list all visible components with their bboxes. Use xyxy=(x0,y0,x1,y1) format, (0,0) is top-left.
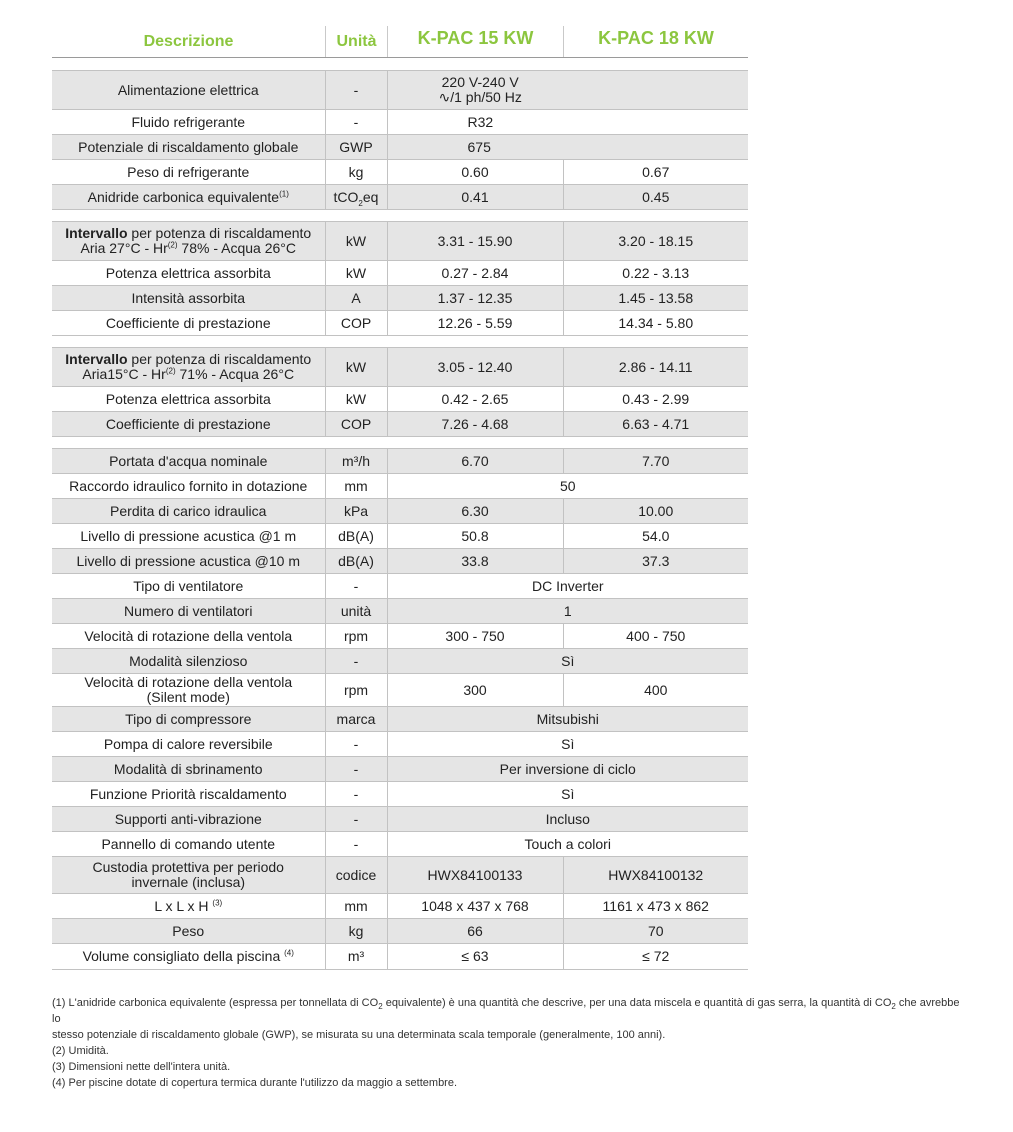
table-row xyxy=(52,71,748,110)
row-value-15kw: 7.26 - 4.68 xyxy=(387,412,563,437)
row-value-15kw: 12.26 - 5.59 xyxy=(387,311,563,336)
row-label: Pannello di comando utente xyxy=(52,832,325,857)
table-row xyxy=(52,499,748,524)
row-label: Potenza elettrica assorbita xyxy=(52,261,325,286)
row-value-18kw: 7.70 xyxy=(563,449,748,474)
row-unit: - xyxy=(325,832,387,857)
row-value-15kw: 300 - 750 xyxy=(387,624,563,649)
table-row xyxy=(52,894,748,919)
row-label: Portata d'acqua nominale xyxy=(52,449,325,474)
row-unit: rpm xyxy=(325,624,387,649)
row-value-18kw: 37.3 xyxy=(563,549,748,574)
table-row xyxy=(52,286,748,311)
row-value-15kw: 0.42 - 2.65 xyxy=(387,387,563,412)
table-row xyxy=(52,135,748,160)
table-header xyxy=(52,0,748,58)
row-value-15kw: 0.27 - 2.84 xyxy=(387,261,563,286)
section-spacer xyxy=(52,437,748,449)
row-unit: marca xyxy=(325,707,387,732)
row-unit: m³ xyxy=(325,944,387,970)
row-value-18kw: ≤ 72 xyxy=(563,944,748,970)
footnotes xyxy=(52,995,962,1091)
row-value: R32 xyxy=(387,110,748,135)
row-label: Livello di pressione acustica @10 m xyxy=(52,549,325,574)
table-row xyxy=(52,832,748,857)
row-label: Raccordo idraulico fornito in dotazione xyxy=(52,474,325,499)
row-value: Sì xyxy=(387,732,748,757)
row-unit: GWP xyxy=(325,135,387,160)
row-label: Custodia protettiva per periodo invernale (inclusa) xyxy=(52,857,325,894)
row-unit: m³/h xyxy=(325,449,387,474)
row-value-18kw: 14.34 - 5.80 xyxy=(563,311,748,336)
row-label: Intervallo per potenza di riscaldamento Aria 27°C - Hr$^{(2)}$ 78% - Acqua 26°C xyxy=(52,222,325,261)
row-value-15kw: 0.41 xyxy=(387,185,563,210)
row-label: Modalità silenzioso xyxy=(52,649,325,674)
row-unit: rpm xyxy=(325,674,387,707)
row-unit: unità xyxy=(325,599,387,624)
table-row xyxy=(52,707,748,732)
row-unit: - xyxy=(325,110,387,135)
header-descrizione: Descrizione xyxy=(143,33,234,50)
table-row xyxy=(52,387,748,412)
row-unit: kg xyxy=(325,919,387,944)
row-unit: kW xyxy=(325,222,387,261)
row-value-18kw: 54.0 xyxy=(563,524,748,549)
row-value-15kw: 1.37 - 12.35 xyxy=(387,286,563,311)
row-label: Anidride carbonica equivalente$^{(1)}$ xyxy=(52,185,325,210)
row-label: Peso xyxy=(52,919,325,944)
row-value-18kw: 1.45 - 13.58 xyxy=(563,286,748,311)
table-row xyxy=(52,474,748,499)
row-label: Funzione Priorità riscaldamento xyxy=(52,782,325,807)
row-value: Sì xyxy=(387,782,748,807)
table-row xyxy=(52,348,748,387)
row-value-15kw: 1048 x 437 x 768 xyxy=(387,894,563,919)
row-unit: COP xyxy=(325,311,387,336)
row-unit: kW xyxy=(325,348,387,387)
row-label: Volume consigliato della piscina $^{(4)}$ xyxy=(52,944,325,970)
row-label: Peso di refrigerante xyxy=(52,160,325,185)
row-unit: dB(A) xyxy=(325,549,387,574)
row-value: 220 V-240 V ∿/1 ph/50 Hz xyxy=(387,71,748,110)
row-label: Livello di pressione acustica @1 m xyxy=(52,524,325,549)
row-value: Mitsubishi xyxy=(387,707,748,732)
row-unit: - xyxy=(325,71,387,110)
row-label: Coefficiente di prestazione xyxy=(52,412,325,437)
row-value-15kw: 300 xyxy=(387,674,563,707)
row-value-15kw: 6.30 xyxy=(387,499,563,524)
row-value-15kw: 66 xyxy=(387,919,563,944)
row-unit: - xyxy=(325,782,387,807)
table-row xyxy=(52,674,748,707)
row-unit: - xyxy=(325,574,387,599)
row-label: Supporti anti-vibrazione xyxy=(52,807,325,832)
row-value: Per inversione di ciclo xyxy=(387,757,748,782)
table-row xyxy=(52,757,748,782)
row-value-18kw: 400 xyxy=(563,674,748,707)
row-unit: kPa xyxy=(325,499,387,524)
row-value-15kw: 6.70 xyxy=(387,449,563,474)
row-label: Numero di ventilatori xyxy=(52,599,325,624)
row-label: L x L x H $^{(3)}$ xyxy=(52,894,325,919)
row-label: Intervallo per potenza di riscaldamento Aria15°C - Hr$^{(2)}$ 71% - Acqua 26°C xyxy=(52,348,325,387)
table-row xyxy=(52,412,748,437)
spec-table xyxy=(52,70,748,970)
row-value-18kw: 2.86 - 14.11 xyxy=(563,348,748,387)
row-label: Potenza elettrica assorbita xyxy=(52,387,325,412)
row-value: 1 xyxy=(387,599,748,624)
table-row xyxy=(52,574,748,599)
table-row xyxy=(52,449,748,474)
row-value-18kw: 0.43 - 2.99 xyxy=(563,387,748,412)
table-row xyxy=(52,599,748,624)
row-value-18kw: HWX84100132 xyxy=(563,857,748,894)
table-row xyxy=(52,524,748,549)
row-value-15kw: 33.8 xyxy=(387,549,563,574)
header-model-15kw: K-PAC 15 KW xyxy=(417,27,534,48)
footnote-1-continued: stesso potenziale di riscaldamento globale (GWP), se misurata su una determinata scala temporale (generalmente, 100 anni). xyxy=(52,1029,666,1041)
table-row xyxy=(52,624,748,649)
footnote-3: (3) Dimensioni nette dell'intera unità. xyxy=(52,1061,231,1073)
row-label: Modalità di sbrinamento xyxy=(52,757,325,782)
row-value-15kw: 0.60 xyxy=(387,160,563,185)
footnote-2: (2) Umidità. xyxy=(52,1045,109,1057)
row-label: Tipo di ventilatore xyxy=(52,574,325,599)
table-row xyxy=(52,261,748,286)
row-value-15kw: 3.05 - 12.40 xyxy=(387,348,563,387)
table-row xyxy=(52,549,748,574)
row-value: Incluso xyxy=(387,807,748,832)
table-row xyxy=(52,311,748,336)
row-label: Intensità assorbita xyxy=(52,286,325,311)
row-unit: kg xyxy=(325,160,387,185)
row-unit: mm xyxy=(325,474,387,499)
table-row xyxy=(52,782,748,807)
header-rule xyxy=(52,57,748,58)
section-spacer xyxy=(52,210,748,222)
table-row xyxy=(52,807,748,832)
row-value: 50 xyxy=(387,474,748,499)
row-unit: kW xyxy=(325,261,387,286)
row-value-15kw: 3.31 - 15.90 xyxy=(387,222,563,261)
row-label: Velocità di rotazione della ventola xyxy=(52,624,325,649)
row-label: Tipo di compressore xyxy=(52,707,325,732)
row-value-18kw: 400 - 750 xyxy=(563,624,748,649)
footnote-1: (1) L'anidride carbonica equivalente (espressa per tonnellata di $CO_2$ equivalente) è una quantità che descrive, per una data miscela e quantità di gas serra, la quantità di $CO_2$ che avrebbe lo xyxy=(52,997,960,1025)
row-unit: - xyxy=(325,807,387,832)
row-unit: dB(A) xyxy=(325,524,387,549)
table-row xyxy=(52,110,748,135)
row-unit: COP xyxy=(325,412,387,437)
row-value-18kw: 0.45 xyxy=(563,185,748,210)
row-value-15kw: 50.8 xyxy=(387,524,563,549)
table-row xyxy=(52,649,748,674)
header-unita: Unità xyxy=(336,33,377,50)
row-unit: - xyxy=(325,649,387,674)
row-unit: - xyxy=(325,757,387,782)
row-unit: - xyxy=(325,732,387,757)
row-label: Perdita di carico idraulica xyxy=(52,499,325,524)
row-unit: kW xyxy=(325,387,387,412)
table-row xyxy=(52,944,748,970)
table-row xyxy=(52,732,748,757)
row-value-18kw: 70 xyxy=(563,919,748,944)
row-label: Coefficiente di prestazione xyxy=(52,311,325,336)
row-unit: codice xyxy=(325,857,387,894)
table-row xyxy=(52,185,748,210)
table-row xyxy=(52,222,748,261)
row-label: Velocità di rotazione della ventola (Silent mode) xyxy=(52,674,325,707)
row-label: Potenziale di riscaldamento globale xyxy=(52,135,325,160)
row-unit: A xyxy=(325,286,387,311)
row-value-18kw: 6.63 - 4.71 xyxy=(563,412,748,437)
table-row xyxy=(52,160,748,185)
section-spacer xyxy=(52,336,748,348)
row-label: Fluido refrigerante xyxy=(52,110,325,135)
row-value-15kw: HWX84100133 xyxy=(387,857,563,894)
row-value-18kw: 0.22 - 3.13 xyxy=(563,261,748,286)
footnote-4: (4) Per piscine dotate di copertura termica durante l'utilizzo da maggio a settembre. xyxy=(52,1077,458,1089)
row-unit: tCO$_2$eq xyxy=(325,185,387,210)
row-label: Alimentazione elettrica xyxy=(52,71,325,110)
row-value-18kw: 3.20 - 18.15 xyxy=(563,222,748,261)
spec-table-container xyxy=(52,0,748,970)
row-value: 675 xyxy=(387,135,748,160)
row-value-18kw: 0.67 xyxy=(563,160,748,185)
row-unit: mm xyxy=(325,894,387,919)
table-row xyxy=(52,919,748,944)
table-row xyxy=(52,857,748,894)
row-value-18kw: 1161 x 473 x 862 xyxy=(563,894,748,919)
row-label: Pompa di calore reversibile xyxy=(52,732,325,757)
row-value: DC Inverter xyxy=(387,574,748,599)
row-value-15kw: ≤ 63 xyxy=(387,944,563,970)
header-model-18kw: K-PAC 18 KW xyxy=(598,27,714,48)
row-value: Touch a colori xyxy=(387,832,748,857)
row-value-18kw: 10.00 xyxy=(563,499,748,524)
row-value: Sì xyxy=(387,649,748,674)
